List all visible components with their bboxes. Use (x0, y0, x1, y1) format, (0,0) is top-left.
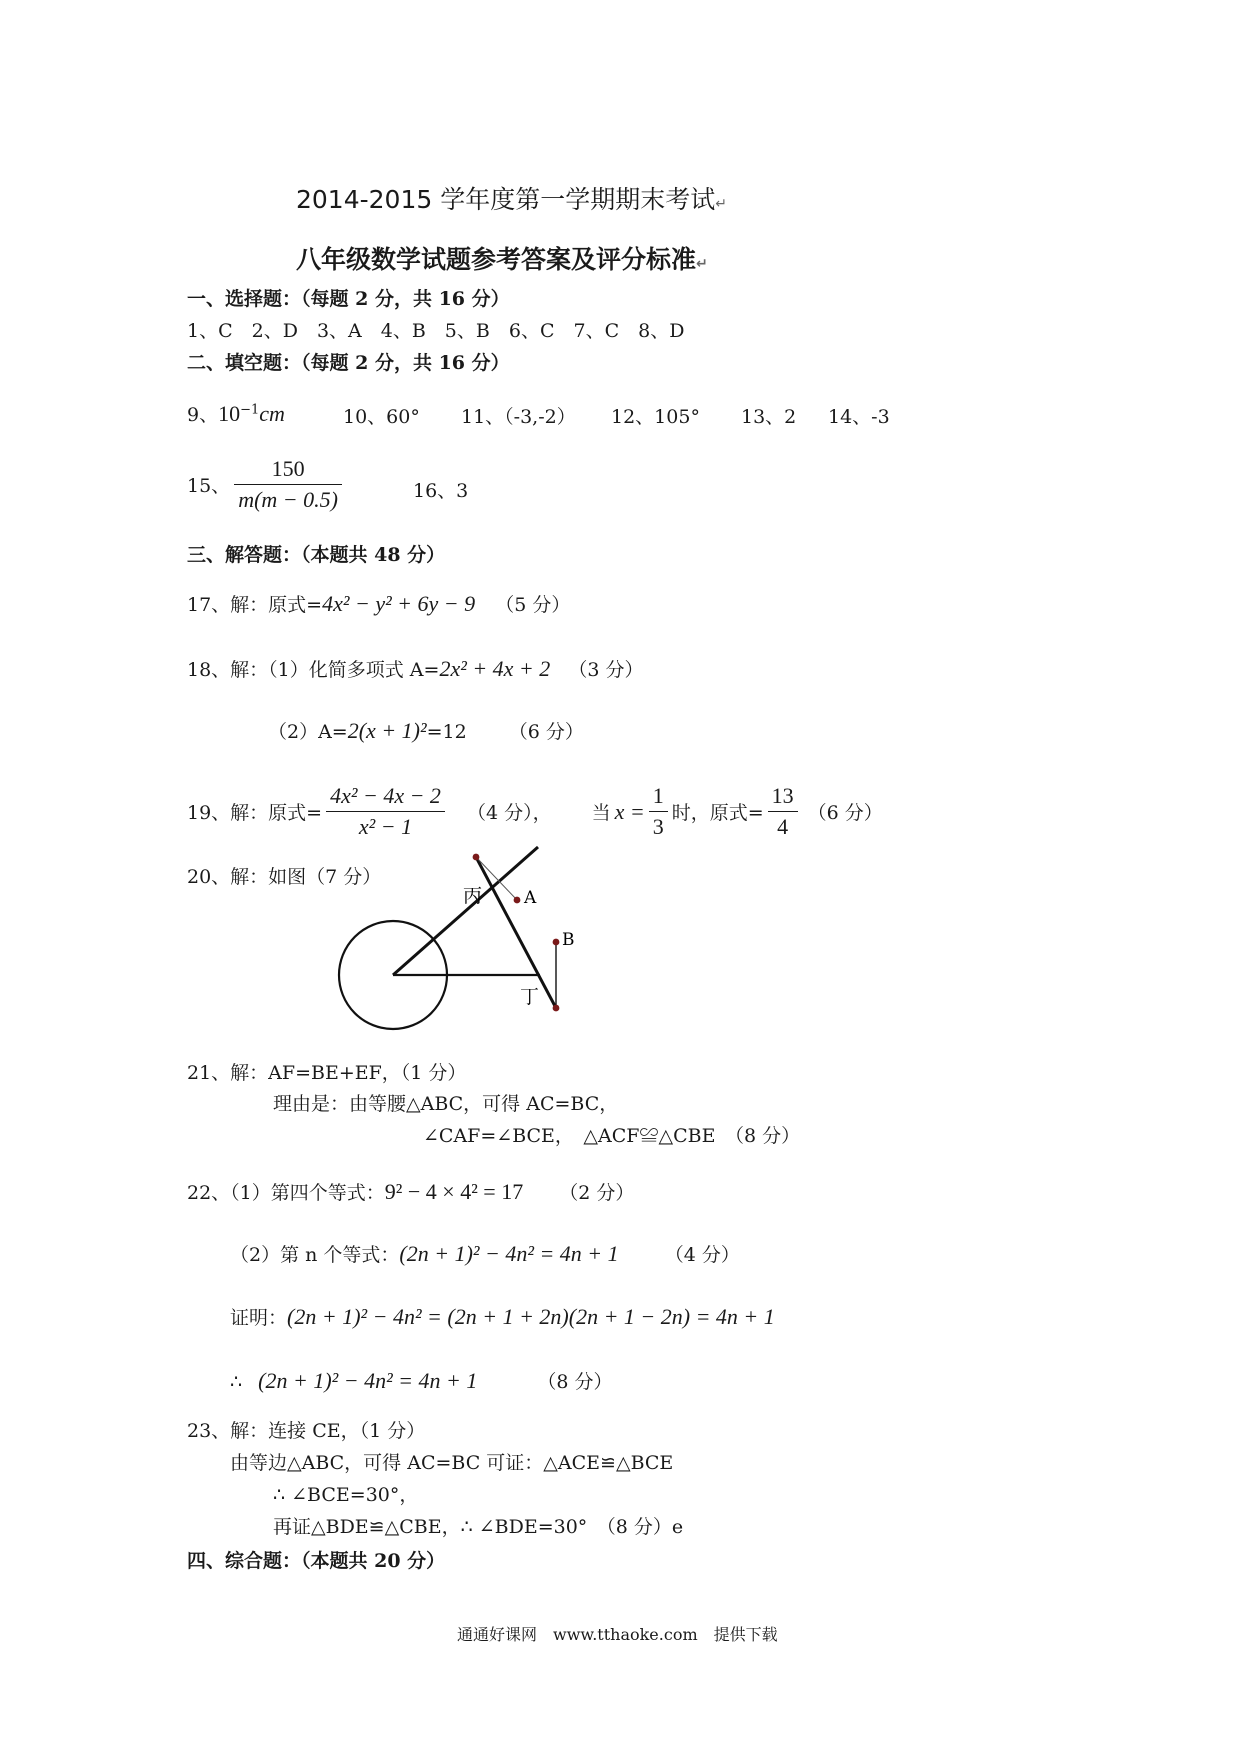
question-23-line-4: 再证△BDE≌△CBE，∴ ∠BDE=30° （8 分）e (273, 1516, 684, 1538)
exam-subtitle-text: 八年级数学试题参考答案及评分标准 (296, 245, 697, 274)
answer-15 (187, 456, 346, 513)
answer-11: 11、（-3,-2） (461, 406, 576, 428)
fraction-numerator: 4x² − 4x − 2 (330, 783, 441, 808)
answer-15-fraction (234, 456, 342, 513)
fraction-numerator: 13 (771, 783, 794, 808)
question-19-fraction (326, 783, 445, 840)
multiple-choice-answers: 1、C 2、D 3、A 4、B 5、B 6、C 7、C 8、D (187, 320, 685, 342)
question-19-score-2: （6 分） (807, 802, 883, 824)
fraction-numerator: 1 (652, 783, 664, 808)
figure-point-b (553, 939, 560, 946)
figure-label-b: B (562, 930, 575, 950)
question-17-expression: 4x² − y² + 6y − 9 (322, 591, 476, 616)
section-4-heading: 四、综合题：（本题共 20 分） (187, 1550, 446, 1572)
question-18b-label: （2）A= (268, 721, 348, 743)
figure-oblique-ray (393, 847, 538, 975)
answer-13: 13、2 (741, 406, 797, 428)
paragraph-mark: ↵ (696, 256, 708, 272)
proof-label: 证明： (230, 1307, 288, 1329)
answer-9 (187, 400, 285, 427)
question-22-part-1 (187, 1178, 634, 1205)
question-19 (187, 783, 883, 840)
exam-title (296, 180, 727, 216)
question-22-label: 22、（1）第四个等式： (187, 1182, 385, 1204)
question-18-part-1 (187, 655, 643, 682)
question-21-line-3: ∠CAF=∠BCE， △ACF≌△CBE （8 分） (423, 1125, 801, 1147)
exam-title-text: 2014-2015 学年度第一学期期末考试 (296, 185, 716, 214)
section-3-heading: 三、解答题：（本题共 48 分） (187, 544, 446, 566)
figure-path-segment (476, 857, 556, 1008)
answer-15-label: 15、 (187, 475, 231, 497)
conclusion-expression: (2n + 1)² − 4n² = 4n + 1 (258, 1368, 478, 1393)
question-23-line-3: ∴ ∠BCE=30°， (273, 1484, 419, 1506)
section-1-heading: 一、选择题：（每题 2 分，共 16 分） (187, 288, 510, 310)
question-19-x-fraction (649, 783, 668, 840)
question-18-part-2 (268, 717, 584, 744)
question-18b-expression: 2(x + 1)² (347, 718, 427, 743)
figure-point-a (514, 897, 521, 904)
answer-9-base: 10 (218, 401, 241, 426)
question-22b-score: （4 分） (664, 1244, 740, 1266)
question-19-x: x = (614, 798, 645, 824)
proof-expression: (2n + 1)² − 4n² = (2n + 1 + 2n)(2n + 1 − 2n) = 4n + 1 (287, 1304, 775, 1329)
exam-subtitle (296, 240, 708, 276)
answer-14: 14、-3 (828, 406, 890, 428)
question-23-line-2: 由等边△ABC，可得 AC=BC 可证：△ACE≌△BCE (230, 1452, 674, 1474)
question-17-score: （5 分） (495, 594, 571, 616)
question-20-label: 20、解：如图（7 分） (187, 866, 382, 888)
question-18b-score: （6 分） (508, 721, 584, 743)
figure-label-ding: 丁 (520, 986, 540, 1008)
fraction-denominator: x² − 1 (326, 811, 445, 840)
question-20-figure (320, 845, 620, 1035)
figure-label-a: A (524, 888, 537, 908)
question-18b-value: =12 (426, 721, 467, 743)
question-19-label: 19、解：原式= (187, 802, 323, 824)
question-19-result-fraction (768, 783, 798, 840)
question-22b-expression: (2n + 1)² − 4n² = 4n + 1 (399, 1241, 619, 1266)
question-19-when: 当 (591, 802, 611, 824)
question-22-proof (230, 1303, 775, 1330)
figure-label-bing: 丙 (463, 885, 483, 907)
answer-12: 12、105° (611, 406, 700, 428)
answer-9-label: 9、 (187, 404, 219, 426)
answer-9-unit: cm (259, 401, 285, 426)
paragraph-mark: ↵ (715, 196, 727, 212)
question-18-label: 18、解：（1）化简多项式 A= (187, 659, 440, 681)
question-22-part-2 (230, 1240, 740, 1267)
question-19-score-1: （4 分）， (466, 802, 552, 824)
question-22-expression: 9² − 4 × 4² = 17 (384, 1179, 524, 1204)
answer-10: 10、60° (343, 406, 420, 428)
fraction-denominator: 3 (649, 811, 668, 840)
answer-16: 16、3 (413, 480, 469, 502)
question-18-expression: 2x² + 4x + 2 (439, 656, 551, 681)
question-22d-score: （8 分） (537, 1371, 613, 1393)
question-17 (187, 590, 570, 617)
question-21-line-1: 21、解：AF=BE+EF，（1 分） (187, 1062, 467, 1084)
question-17-label: 17、解：原式= (187, 594, 323, 616)
question-18-score: （3 分） (568, 659, 644, 681)
figure-point (473, 854, 480, 861)
answer-9-exponent: −1 (240, 402, 260, 418)
therefore-symbol: ∴ (230, 1371, 243, 1393)
figure-point-d (553, 1005, 560, 1012)
question-22b-label: （2）第 n 个等式： (230, 1244, 400, 1266)
question-21-line-2: 理由是：由等腰△ABC，可得 AC=BC， (273, 1093, 619, 1115)
footer-source: 通通好课网 www.tthaoke.com 提供下载 (457, 1625, 778, 1644)
section-2-heading: 二、填空题：（每题 2 分，共 16 分） (187, 352, 510, 374)
question-23-line-1: 23、解：连接 CE，（1 分） (187, 1420, 426, 1442)
question-22-conclusion (230, 1367, 613, 1394)
fraction-denominator: m(m − 0.5) (234, 484, 342, 513)
fraction-numerator: 150 (271, 456, 305, 481)
question-19-then: 时，原式= (671, 802, 764, 824)
question-22-score: （2 分） (559, 1182, 635, 1204)
fraction-denominator: 4 (768, 811, 798, 840)
